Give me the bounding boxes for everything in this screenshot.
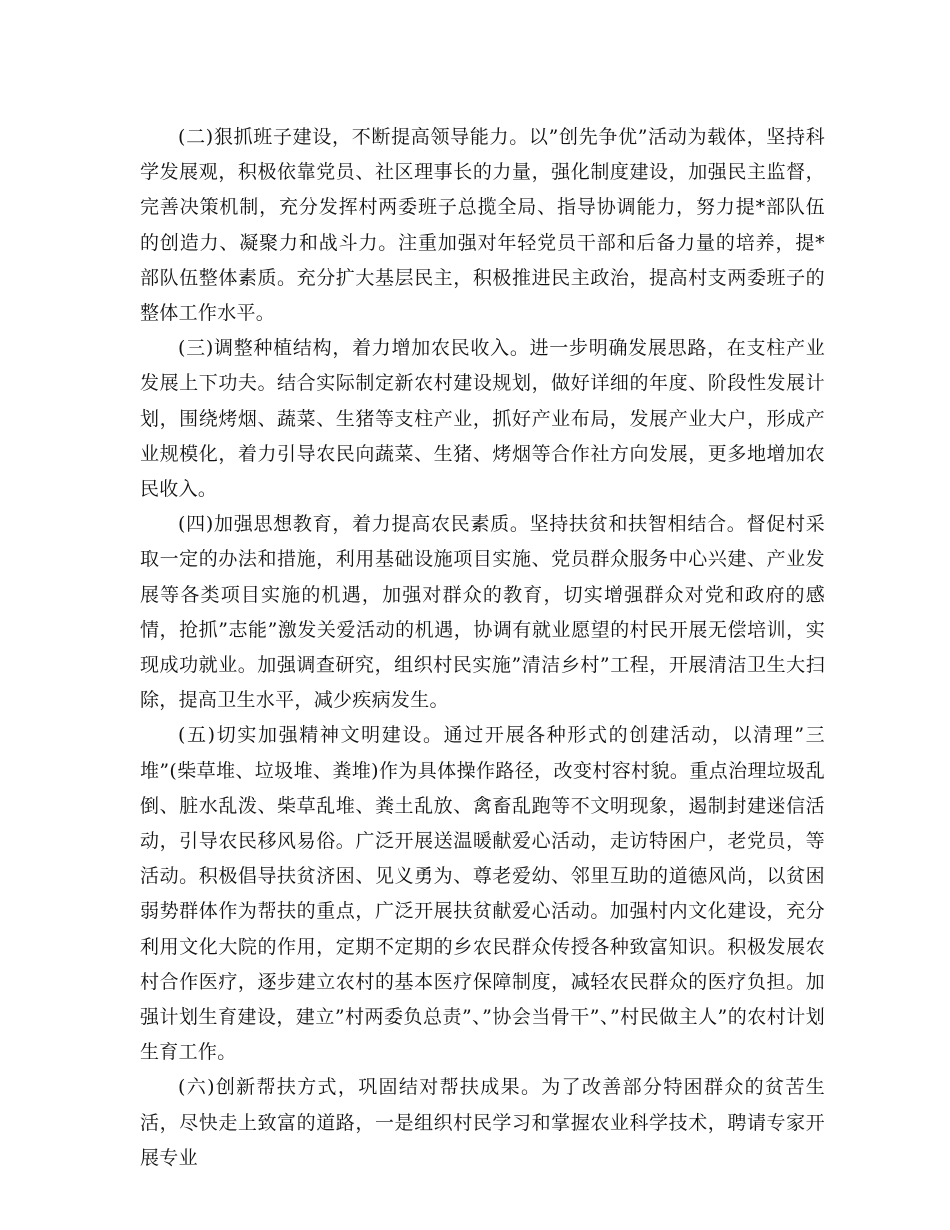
document-page — [140, 120, 825, 1176]
paragraph-section-5: (五)切实加强精神文明建设。通过开展各种形式的创建活动，以清理”三堆”(柴草堆、垃圾堆、粪堆)作为具体操作路径，改变村容村貌。重点治理垃圾乱倒、脏水乱泼、柴草乱堆、粪土乱放、禽畜乱跑等不文明现象，遏制封建迷信活动，引导农民移风易俗。广泛开展送温暖献爱心活动，走访特困户，老党员，等活动。积极倡导扶贫济困、见义勇为、尊老爱幼、邻里互助的道德风尚，以贫困弱势群体作为帮扶的重点，广泛开展扶贫献爱心活动。加强村内文化建设，充分利用文化大院的作用，定期不定期的乡农民群众传授各种致富知识。积极发展农村合作医疗，逐步建立农村的基本医疗保障制度，减轻农民群众的医疗负担。加强计划生育建设，建立”村两委负总责”、”协会当骨干”、”村民做主人”的农村计划生育工作。 — [140, 724, 825, 1064]
paragraph-section-2: (二)狠抓班子建设，不断提高领导能力。以”创先争优”活动为载体，坚持科学发展观，积极依靠党员、社区理事长的力量，强化制度建设，加强民主监督，完善决策机制，充分发挥村两委班子总揽全局、指导协调能力，努力提*部队伍的创造力、凝聚力和战斗力。注重加强对年轻党员干部和后备力量的培养，提*部队伍整体素质。充分扩大基层民主，积极推进民主政治，提高村支两委班子的整体工作水平。 — [140, 126, 825, 325]
paragraph-section-4: (四)加强思想教育，着力提高农民素质。坚持扶贫和扶智相结合。督促村采取一定的办法和措施，利用基础设施项目实施、党员群众服务中心兴建、产业发展等各类项目实施的机遇，加强对群众的教育，切实增强群众对党和政府的感情，抢抓”志能”激发关爱活动的机遇，协调有就业愿望的村民开展无偿培训，实现成功就业。加强调查研究，组织村民实施”清洁乡村”工程，开展清洁卫生大扫除，提高卫生水平，减少疾病发生。 — [140, 513, 825, 712]
paragraph-section-6: (六)创新帮扶方式，巩固结对帮扶成果。为了改善部分特困群众的贫苦生活，尽快走上致富的道路，一是组织村民学习和掌握农业科学技术，聘请专家开展专业 — [140, 1076, 825, 1169]
paragraph-section-3: (三)调整种植结构，着力增加农民收入。进一步明确发展思路，在支柱产业发展上下功夫。结合实际制定新农村建设规划，做好详细的年度、阶段性发展计划，围绕烤烟、蔬菜、生猪等支柱产业，抓好产业布局，发展产业大户，形成产业规模化，着力引导农民向蔬菜、生猪、烤烟等合作社方向发展，更多地增加农民收入。 — [140, 337, 825, 501]
